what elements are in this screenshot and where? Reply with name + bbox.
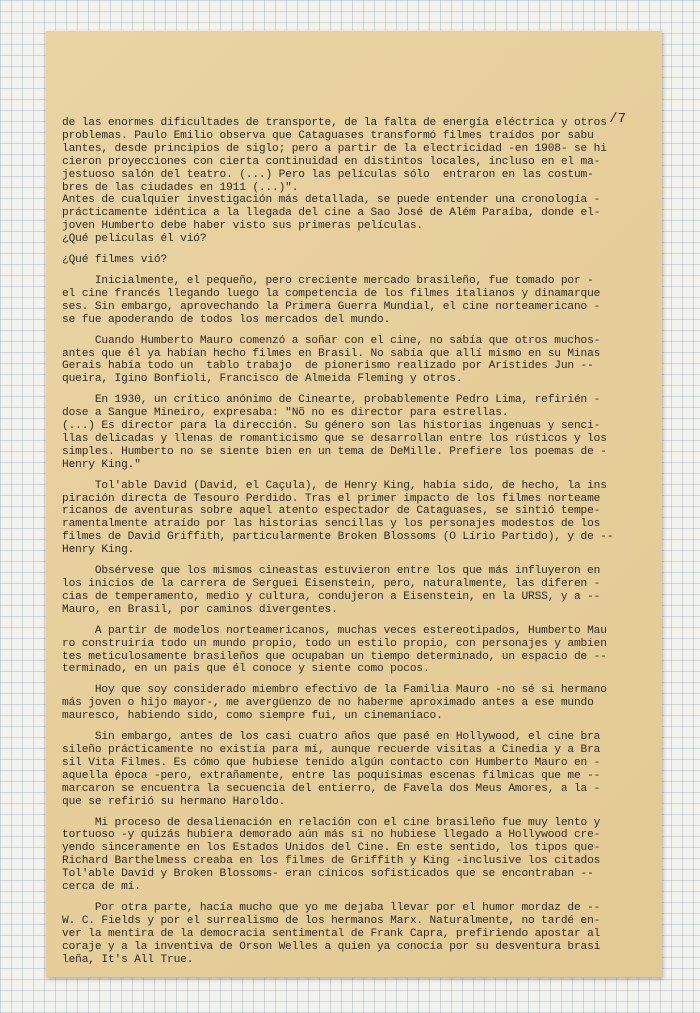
- text-line: Sin embargo, antes de los casi cuatro años que pasé en Hollywood, el cine bra: [62, 731, 601, 744]
- text-line: ramentalmente atraído por las historias sencillas y los personajes modestos de los: [62, 518, 601, 531]
- text-line: joven Humberto debe haber visto sus primeras películas.: [62, 220, 423, 233]
- text-line: más joven o hijo mayor-, me avergüenzo de no haberme aproximado antes a ese mundo: [62, 697, 594, 710]
- text-line: Gerais había todo un tablo trabajo de pionerismo realizado por Arístides Jun --: [62, 360, 594, 373]
- paragraph: [62, 731, 650, 808]
- text-line: Richard Barthelmess creaba en los filmes de Griffith y King -inclusive los citados: [62, 855, 601, 868]
- text-line: antes que él ya habían hecho filmes en Brasil. No sabía que allí mismo en su Minas: [62, 347, 601, 360]
- text-line: ses. Sin embargo, aprovechando la Primera Guerra Mundial, el cine norteamericano -: [62, 300, 601, 313]
- text-line: ¿Qué películas él vió?: [62, 233, 207, 246]
- paragraph: [62, 625, 650, 677]
- text-line: llas delicadas y llenas de romanticismo que se desarrollan entre los rústicos y los: [62, 432, 607, 445]
- paragraph: [62, 254, 650, 267]
- text-line: marcaron se encuentra la secuencia del entierro, de Favela dos Meus Amores, a la -: [62, 782, 601, 795]
- document-page: [46, 31, 662, 977]
- text-line: cerca de mí.: [62, 881, 141, 894]
- text-line: Inicialmente, el pequeño, pero creciente mercado brasileño, fue tomado por -: [62, 274, 594, 287]
- text-line: terminado, en un país que él conoce y siente como pocos.: [62, 663, 430, 676]
- paragraph: [62, 565, 650, 617]
- text-line: Henry King.": [62, 458, 141, 471]
- text-line: W. C. Fields y por el surrealismo de los hermanos Marx. Naturalmente, no tardé en-: [62, 914, 601, 927]
- text-line: Cuando Humberto Mauro comenzó a soñar con el cine, no sabía que otros muchos-: [62, 334, 601, 347]
- text-line: (...) Es director para la dirección. Su género son las historias ingenuas y senci-: [62, 420, 601, 433]
- text-line: Obsérvese que los mismos cineastas estuvieron entre los que más influyeron en: [62, 565, 601, 578]
- text-line: yendo sinceramente en los Estados Unidos del Cine. En este sentido, los tipos que-: [62, 842, 601, 855]
- text-line: coraje y a la inventiva de Orson Welles a quien ya conocía por su desventura brasi: [62, 940, 601, 953]
- text-line: Por otra parte, hacía mucho que yo me dejaba llevar por el humor mordaz de --: [62, 901, 601, 914]
- paragraph: [62, 394, 650, 471]
- text-line: leña, It's All True.: [62, 953, 194, 966]
- text-line: ver la mentira de la democracia sentimental de Frank Capra, prefiriendo apostar al: [62, 927, 601, 940]
- text-line: Henry King.: [62, 544, 135, 557]
- text-line: aquella época -pero, extrañamente, entre las poquísimas escenas fílmicas que me --: [62, 769, 601, 782]
- text-line: simples. Humberto no se siente bien en un tema de DeMille. Prefiere los poemas de -: [62, 445, 607, 458]
- paragraph: [62, 480, 650, 557]
- text-line: Hoy que soy considerado miembro efectivo de la Familia Mauro -no sé si hermano: [62, 684, 607, 697]
- paragraph: [62, 117, 650, 246]
- paragraph: [62, 275, 650, 327]
- text-line: problemas. Paulo Emilio observa que Cataguases transformó filmes traídos por sabu: [62, 129, 594, 142]
- text-line: piración directa de Tesouro Perdido. Tras el primer impacto de los filmes norteame: [62, 492, 601, 505]
- paragraph: [62, 684, 650, 723]
- text-line: ro construiría todo un mundo propio, todo un estilo propio, con personajes y ambien: [62, 637, 607, 650]
- text-line: dose a Sangue Mineiro, expresaba: "Nõ no es director para estrellas.: [62, 407, 509, 420]
- text-line: Antes de cualquier investigación más detallada, se puede entender una cronología -: [62, 194, 601, 207]
- text-line: cieron proyecciones con cierta continuidad en distintos locales, incluso en el ma-: [62, 155, 601, 168]
- text-line: sil Vita Filmes. Es cómo que hubiese tenido algún contacto con Humberto Mauro en -: [62, 756, 601, 769]
- text-line: cias de temperamento, medio y cultura, condujeron a Eisenstein, en la URSS, y a --: [62, 590, 601, 603]
- text-line: se fue apoderando de todos los mercados del mundo.: [62, 313, 391, 326]
- text-line: Mauro, en Brasil, por caminos divergentes.: [62, 603, 338, 616]
- paragraph: [62, 335, 650, 387]
- text-line: ¿Qué filmes vió?: [62, 254, 168, 267]
- text-line: de las enormes dificultades de transporte, de la falta de energía eléctrica y otros: [62, 117, 607, 129]
- text-line: ricanos de aventuras sobre aquel atento espectador de Cataguases, se sintió tempe-: [62, 505, 601, 518]
- text-line: En 1930, un crítico anónimo de Cinearte, probablemente Pedro Lima, refirién -: [62, 394, 601, 407]
- text-line: tortuoso -y quizás hubiera demorado aún más si no hubiese llegado a Hollywood cre-: [62, 829, 601, 842]
- text-line: que se refirió su hermano Haroldo.: [62, 795, 286, 808]
- text-line: mauresco, habiendo sido, como siempre fui, un cinemaníaco.: [62, 710, 443, 723]
- text-line: jestuoso salón del teatro. (...) Pero las películas sólo entraron en las costum-: [62, 168, 594, 181]
- text-line: tes meticulosamente brasileños que ocupaban un tiempo determinado, un espacio de --: [62, 650, 607, 663]
- page-number: /7: [609, 111, 626, 127]
- paragraph: [62, 817, 650, 894]
- text-line: Tol'able David y Broken Blossoms- eran cínicos sofisticados que se encontraban --: [62, 868, 594, 881]
- text-line: sileño prácticamente no existía para mí, aunque recuerde visitas a Cinedia y a Bra: [62, 743, 601, 756]
- text-line: Tol'able David (David, el Caçula), de Henry King, había sido, de hecho, la ins: [62, 479, 607, 492]
- paragraph: [62, 902, 650, 967]
- text-line: lantes, desde principios de siglo; pero a partir de la electricidad -en 1908- se hi: [62, 142, 607, 155]
- document-body: [62, 117, 650, 966]
- text-line: Mi proceso de desalienación en relación con el cine brasileño fue muy lento y: [62, 816, 601, 829]
- text-line: prácticamente idéntica a la llegada del cine a Sao José de Além Paraíba, donde el-: [62, 207, 601, 220]
- text-line: queira, Igino Bonfioli, Francisco de Almeida Fleming y otros.: [62, 373, 463, 386]
- text-line: bres de las ciudades en 1911 (...)".: [62, 181, 299, 194]
- text-line: los inicios de la carrera de Serguei Eisenstein, pero, naturalmente, las diferen -: [62, 578, 601, 590]
- text-line: filmes de David Griffith, particularmente Broken Blossoms (O Lírio Partido), y de --: [62, 531, 614, 544]
- text-line: A partir de modelos norteamericanos, muchas veces estereotipados, Humberto Mau: [62, 624, 607, 637]
- text-line: el cine francés llegando luego la competencia de los filmes italianos y dinamarque: [62, 287, 601, 300]
